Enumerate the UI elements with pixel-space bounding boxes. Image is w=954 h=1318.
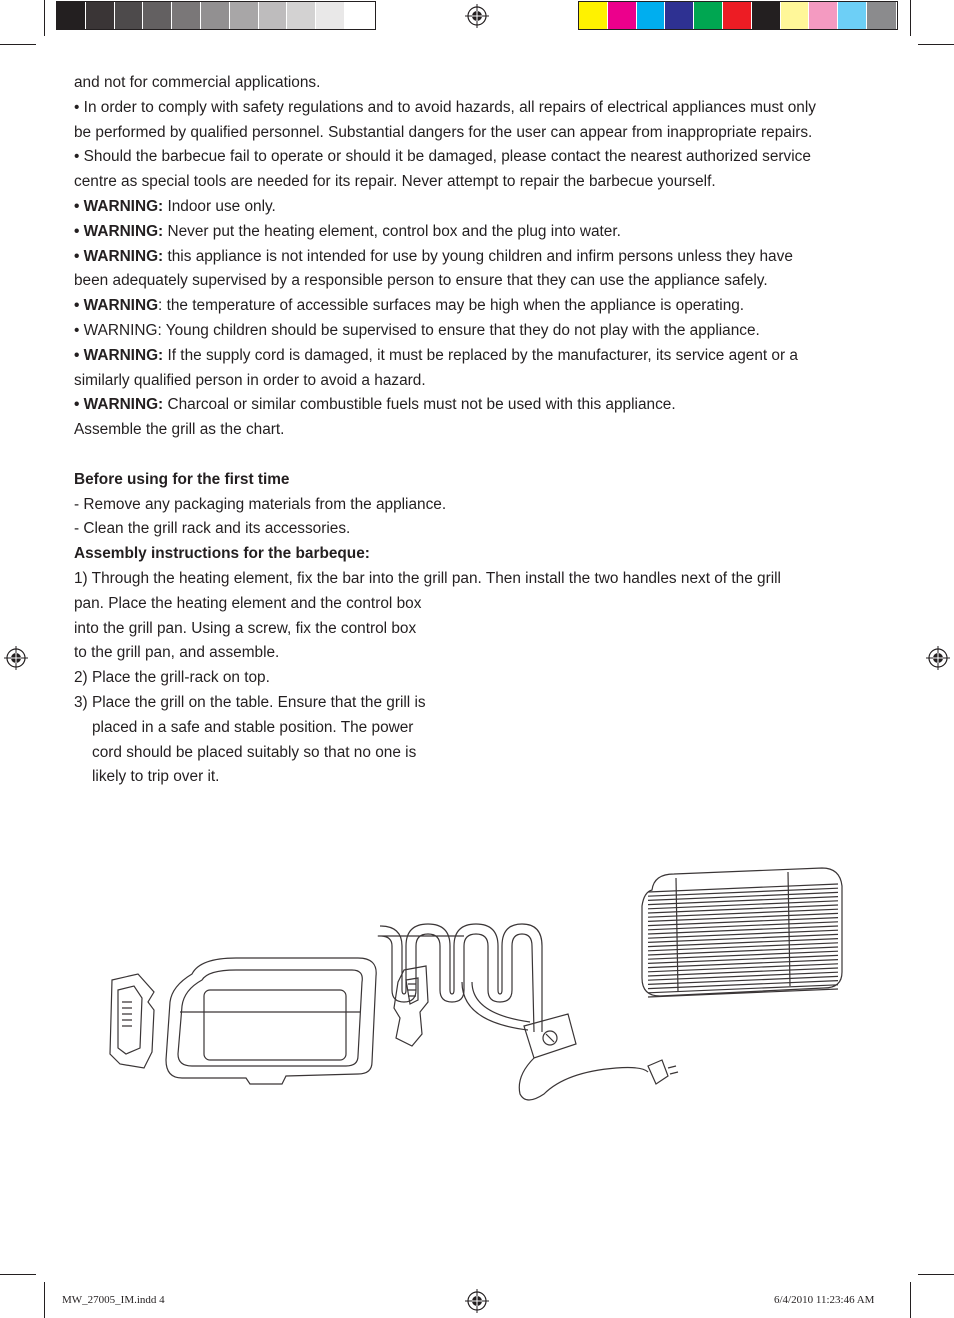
color-swatch [637,2,666,29]
grill-rack-illustration [642,868,842,997]
text-line: similarly qualified person in order to avoid a hazard. [74,371,426,389]
warning-charcoal [74,393,874,418]
heating-element-illustration [378,924,542,1032]
crop-mark [0,44,36,45]
text-line: cord should be placed suitably so that no one is [92,743,417,761]
safety-note-repairs: • In order to comply with safety regulations and to avoid hazards, all repairs of electrical appliances must only [74,98,816,116]
registration-mark-icon [926,646,950,670]
text-line: and not for commercial applications. [74,74,321,91]
rack-bar [648,951,838,959]
rack-bar [648,947,838,955]
warning-text: this appliance is not intended for use by young children and infirm persons unless they have [163,247,793,265]
color-swatch [752,2,781,29]
text-line: placed in a safe and stable position. The power [92,718,414,736]
text-line: be performed by qualified personnel. Substantial dangers for the user can appear from inappropriate repairs. [74,123,813,141]
text-line: centre as special tools are needed for its repair. Never attempt to repair the barbecue yourself. [74,173,716,191]
gray-swatch [201,2,230,29]
section-heading: Before using for the first time [74,470,290,488]
color-swatch [867,2,896,29]
step-1: 1) Through the heating element, fix the bar into the grill pan. Then install the two handles next of the grill [74,569,781,587]
crop-mark [918,44,954,45]
rack-bar [648,989,838,997]
step-3: 3) Place the grill on the table. Ensure that the grill is [74,693,426,711]
gray-swatch [86,2,115,29]
warning-text: Charcoal or similar combustible fuels must not be used with this appliance. [163,396,676,414]
warning-text: : the temperature of accessible surfaces may be high when the appliance is operating. [158,297,745,315]
safety-note-service: • Should the barbecue fail to operate or should it be damaged, please contact the nearest authorized service [74,148,811,166]
gray-swatch [57,2,86,29]
instruction-text [74,71,874,790]
crop-mark [44,0,45,36]
barbecue-parts-illustration [96,862,856,1112]
warning-indoor [74,195,874,220]
warning-children [74,245,874,270]
gray-swatch [230,2,259,29]
file-slug-left: MW_27005_IM.indd 4 [62,1294,165,1306]
color-swatch [838,2,867,29]
crop-mark [44,1282,45,1318]
crop-mark [918,1274,954,1275]
crop-mark [0,1274,36,1275]
crop-mark [910,0,911,36]
registration-mark-icon [465,1289,489,1313]
warning-label: • WARNING [74,297,159,315]
section-heading: Assembly instructions for the barbeque: [74,545,370,563]
warning-supervision: • WARNING: Young children should be supervised to ensure that they do not play with the appliance. [74,321,760,339]
text-line: to the grill pan, and assemble. [74,644,280,662]
warning-label: • WARNING: [74,197,164,215]
warning-surfaces [74,294,874,319]
registration-mark-icon [465,4,489,28]
text-line: been adequately supervised by a responsible person to ensure that they can use the appliance safely. [74,272,768,290]
color-swatch [665,2,694,29]
rack-bar [648,955,838,963]
color-swatch [608,2,637,29]
right-handle-illustration [394,966,428,1046]
warning-label: • WARNING: [74,222,164,240]
color-swatch [809,2,838,29]
text-line: pan. Place the heating element and the control box [74,594,422,612]
registration-mark-icon [4,646,28,670]
text-line: Assemble the grill as the chart. [74,421,285,439]
warning-label: • WARNING: [74,247,164,265]
step-2: 2) Place the grill-rack on top. [74,669,270,687]
process-color-bar [578,1,898,30]
warning-text: Never put the heating element, control box and the plug into water. [163,222,621,240]
rack-bar [648,968,838,976]
gray-swatch [287,2,316,29]
color-swatch [781,2,810,29]
gray-swatch [345,2,374,29]
warning-water [74,220,874,245]
crop-mark [910,1282,911,1318]
color-swatch [694,2,723,29]
gray-swatch [172,2,201,29]
warning-cord [74,344,874,369]
rack-bar [648,964,838,972]
control-box-illustration [519,1014,678,1100]
left-handle-illustration [110,974,154,1068]
grayscale-color-bar [56,1,376,30]
rack-bar [648,960,838,968]
rack-bar [648,981,838,989]
text-line: likely to trip over it. [92,768,220,786]
rack-bar [648,943,838,951]
color-swatch [723,2,752,29]
color-swatch [579,2,608,29]
grill-pan-illustration [166,958,376,1084]
warning-text: If the supply cord is damaged, it must be replaced by the manufacturer, its service agent or a [163,346,798,364]
rack-bar [648,976,838,984]
rack-bar [648,972,838,980]
gray-swatch [115,2,144,29]
gray-swatch [259,2,288,29]
file-slug-right: 6/4/2010 11:23:46 AM [774,1294,875,1306]
warning-text: Indoor use only. [163,197,276,215]
gray-swatch [316,2,345,29]
gray-swatch [143,2,172,29]
list-item: - Clean the grill rack and its accessories. [74,520,351,538]
warning-label: • WARNING: [74,396,164,414]
warning-label: • WARNING: [74,346,164,364]
spacer [74,443,874,468]
list-item: - Remove any packaging materials from the appliance. [74,495,447,513]
text-line: into the grill pan. Using a screw, fix the control box [74,619,417,637]
